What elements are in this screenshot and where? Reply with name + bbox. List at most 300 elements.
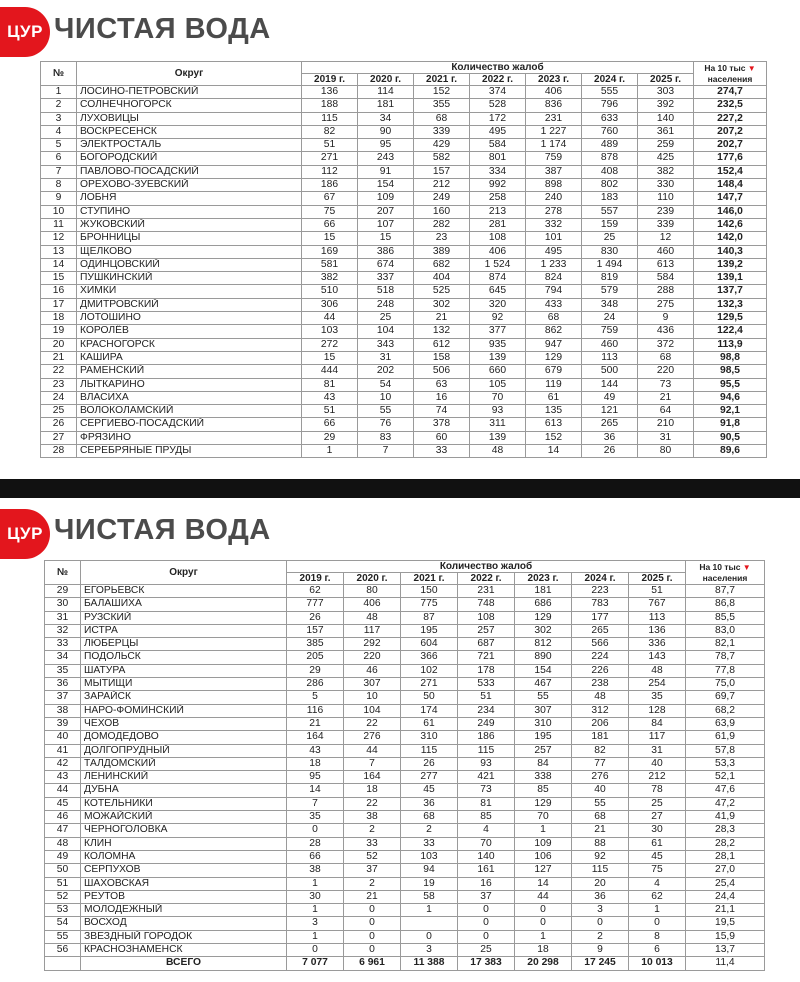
table-row: [41, 112, 767, 125]
triangle-down-icon: ▼: [740, 563, 751, 572]
cell-num: 51: [45, 877, 81, 890]
cell-year: 6: [629, 944, 686, 957]
cell-year: 223: [572, 585, 629, 598]
cell-rate: 77,8: [686, 664, 765, 677]
cell-district: ЛУХОВИЦЫ: [77, 112, 302, 125]
cell-year: 581: [302, 258, 358, 271]
cell-year: 231: [526, 112, 582, 125]
cell-district: КОРОЛЁВ: [77, 325, 302, 338]
cell-num: 49: [45, 850, 81, 863]
cell-district: ТАЛДОМСКИЙ: [81, 757, 287, 770]
cell-year: 679: [526, 365, 582, 378]
cell-num: 24: [41, 391, 77, 404]
cell-year: 30: [287, 890, 344, 903]
cell-year: 489: [582, 139, 638, 152]
cell-district: СЕРГИЕВО-ПОСАДСКИЙ: [77, 418, 302, 431]
cell-year: 19: [401, 877, 458, 890]
cell-rate: 52,1: [686, 771, 765, 784]
cell-year: 303: [638, 86, 694, 99]
cell-year: 58: [401, 890, 458, 903]
cell-year: 2: [344, 824, 401, 837]
cell-year: 1: [629, 904, 686, 917]
table-row: [41, 378, 767, 391]
cell-year: 9: [638, 312, 694, 325]
cell-year: 721: [458, 651, 515, 664]
cell-year: 66: [302, 218, 358, 231]
cell-year: 674: [358, 258, 414, 271]
cell-year: 382: [302, 272, 358, 285]
cell-district: ЧЕРНОГОЛОВКА: [81, 824, 287, 837]
cell-year: 292: [344, 638, 401, 651]
cell-year: 0: [458, 904, 515, 917]
table-row: [45, 611, 765, 624]
cell-year: 276: [572, 771, 629, 784]
cell-year: 240: [526, 192, 582, 205]
cell-year: 460: [582, 338, 638, 351]
cell-year: 783: [572, 598, 629, 611]
column-header-year: 2024 г.: [582, 74, 638, 86]
cell-year: 613: [638, 258, 694, 271]
cell-year: 1: [515, 930, 572, 943]
cell-year: 61: [629, 837, 686, 850]
cell-num: 9: [41, 192, 77, 205]
cell-year: 3: [287, 917, 344, 930]
cell-num: 26: [41, 418, 77, 431]
cell-year: 158: [414, 351, 470, 364]
cell-district: ФРЯЗИНО: [77, 431, 302, 444]
cell-rate: 148,4: [694, 179, 767, 192]
cell-year: 22: [344, 717, 401, 730]
cell-rate: 85,5: [686, 611, 765, 624]
table-row: [45, 837, 765, 850]
cell-year: 645: [470, 285, 526, 298]
cell-year: 212: [414, 179, 470, 192]
cell-year: 55: [358, 405, 414, 418]
cell-year: 306: [302, 298, 358, 311]
cell-year: 50: [401, 691, 458, 704]
cell-year: 275: [638, 298, 694, 311]
cell-year: 406: [344, 598, 401, 611]
cell-year: 92: [572, 850, 629, 863]
cell-year: 164: [344, 771, 401, 784]
column-header-year: 2023 г.: [526, 74, 582, 86]
cell-rate: 63,9: [686, 717, 765, 730]
cell-year: 101: [526, 232, 582, 245]
cell-year: 748: [458, 598, 515, 611]
cell-year: 105: [470, 378, 526, 391]
cell-year: 82: [302, 125, 358, 138]
cell-district: ПАВЛОВО-ПОСАДСКИЙ: [77, 165, 302, 178]
cell-district: ВОСКРЕСЕНСК: [77, 125, 302, 138]
cell-year: 1 233: [526, 258, 582, 271]
column-header-year: 2021 г.: [401, 573, 458, 585]
cell-year: 525: [414, 285, 470, 298]
cell-num: 28: [41, 445, 77, 458]
table-row: [41, 391, 767, 404]
table-row: [45, 824, 765, 837]
cell-year: 767: [629, 598, 686, 611]
complaints-panel-top: [0, 0, 800, 470]
cell-year: 73: [638, 378, 694, 391]
cell-rate: 139,2: [694, 258, 767, 271]
cell-year: 24: [582, 312, 638, 325]
brand-logo: [0, 509, 50, 559]
table-row: [41, 272, 767, 285]
cell-year: 1 494: [582, 258, 638, 271]
cell-year: 14: [526, 445, 582, 458]
cell-year: 152: [414, 86, 470, 99]
cell-year: 64: [638, 405, 694, 418]
cell-num: 20: [41, 338, 77, 351]
cell-num: 25: [41, 405, 77, 418]
cell-num: 45: [45, 797, 81, 810]
cell-year: 80: [344, 585, 401, 598]
table-row: [41, 245, 767, 258]
cell-year: 307: [515, 704, 572, 717]
cell-year: 348: [582, 298, 638, 311]
cell-num: 46: [45, 811, 81, 824]
cell-year: 84: [629, 717, 686, 730]
cell-year: 16: [414, 391, 470, 404]
cell-year: 436: [638, 325, 694, 338]
cell-year: 25: [358, 312, 414, 325]
cell-num: 33: [45, 638, 81, 651]
cell-year: 271: [401, 678, 458, 691]
cell-rate: 207,2: [694, 125, 767, 138]
brand-logo: [0, 7, 50, 57]
cell-year: 43: [302, 391, 358, 404]
cell-year: 68: [638, 351, 694, 364]
cell-year: 372: [638, 338, 694, 351]
table-row: [45, 624, 765, 637]
column-header-complaints: Количество жалоб: [302, 62, 694, 74]
cell-year: 429: [414, 139, 470, 152]
table-row: [45, 678, 765, 691]
cell-year: 775: [401, 598, 458, 611]
table-row: [45, 784, 765, 797]
cell-year: 687: [458, 638, 515, 651]
cell-year: 0: [629, 917, 686, 930]
cell-district: КРАСНОГОРСК: [77, 338, 302, 351]
cell-year: 40: [572, 784, 629, 797]
cell-year: 874: [470, 272, 526, 285]
cell-year: 271: [302, 152, 358, 165]
table-row: [41, 152, 767, 165]
separator-band: [0, 479, 800, 498]
table-row: [41, 445, 767, 458]
cell-year: 7: [287, 797, 344, 810]
cell-rate: 95,5: [694, 378, 767, 391]
cell-year: 0: [344, 944, 401, 957]
cell-year: 10: [344, 691, 401, 704]
cell-year: 108: [470, 232, 526, 245]
cell-year: 38: [344, 811, 401, 824]
cell-year: 117: [344, 624, 401, 637]
cell-year: 92: [470, 312, 526, 325]
cell-year: 830: [582, 245, 638, 258]
rate-header-line1: На 10 тыс: [704, 63, 746, 73]
cell-district: ШАХОВСКАЯ: [81, 877, 287, 890]
table-row: [41, 285, 767, 298]
cell-num: 53: [45, 904, 81, 917]
cell-year: 52: [344, 850, 401, 863]
cell-rate: 142,6: [694, 218, 767, 231]
cell-year: 3: [572, 904, 629, 917]
table-row: [41, 351, 767, 364]
cell-year: 254: [629, 678, 686, 691]
cell-num: 1: [41, 86, 77, 99]
cell-year: 276: [344, 731, 401, 744]
cell-year: 25: [458, 944, 515, 957]
cell-district: БОГОРОДСКИЙ: [77, 152, 302, 165]
cell-district: ОДИНЦОВСКИЙ: [77, 258, 302, 271]
cell-year: 312: [572, 704, 629, 717]
cell-year: 27: [629, 811, 686, 824]
cell-year: 302: [414, 298, 470, 311]
cell-num: 22: [41, 365, 77, 378]
cell-year: 103: [401, 850, 458, 863]
cell-year: 220: [344, 651, 401, 664]
cell-district: ЭЛЕКТРОСТАЛЬ: [77, 139, 302, 152]
cell-year: 37: [344, 864, 401, 877]
cell-year: 181: [572, 731, 629, 744]
cell-year: 157: [287, 624, 344, 637]
cell-year: 206: [572, 717, 629, 730]
cell-year: 281: [470, 218, 526, 231]
cell-num: 6: [41, 152, 77, 165]
cell-year: 186: [302, 179, 358, 192]
cell-year: 169: [302, 245, 358, 258]
table-row: [41, 312, 767, 325]
cell-district: ПОДОЛЬСК: [81, 651, 287, 664]
cell-year: 11 388: [401, 957, 458, 970]
cell-year: 81: [302, 378, 358, 391]
cell-year: 0: [287, 944, 344, 957]
cell-rate: 82,1: [686, 638, 765, 651]
cell-year: 385: [287, 638, 344, 651]
table-row: [45, 638, 765, 651]
cell-district: СЕРПУХОВ: [81, 864, 287, 877]
cell-year: 836: [526, 99, 582, 112]
cell-rate: 27,0: [686, 864, 765, 877]
cell-year: 7: [344, 757, 401, 770]
cell-year: 181: [358, 99, 414, 112]
cell-rate: 87,7: [686, 585, 765, 598]
cell-year: 406: [526, 86, 582, 99]
cell-year: 0: [515, 904, 572, 917]
cell-year: 408: [582, 165, 638, 178]
cell-year: 121: [582, 405, 638, 418]
rate-header-line2: населения: [702, 573, 748, 583]
cell-year: 243: [358, 152, 414, 165]
table-row: [45, 811, 765, 824]
cell-num: 10: [41, 205, 77, 218]
cell-year: 110: [638, 192, 694, 205]
cell-year: 51: [302, 405, 358, 418]
cell-year: 202: [358, 365, 414, 378]
cell-year: 467: [515, 678, 572, 691]
cell-num: 11: [41, 218, 77, 231]
cell-year: 183: [582, 192, 638, 205]
cell-year: 139: [470, 351, 526, 364]
cell-district: ХИМКИ: [77, 285, 302, 298]
cell-year: 935: [470, 338, 526, 351]
cell-year: 898: [526, 179, 582, 192]
cell-year: 150: [401, 585, 458, 598]
cell-year: 21: [414, 312, 470, 325]
cell-year: 660: [470, 365, 526, 378]
cell-year: 404: [414, 272, 470, 285]
cell-district: ЕГОРЬЕВСК: [81, 585, 287, 598]
cell-year: 604: [401, 638, 458, 651]
cell-rate: 21,1: [686, 904, 765, 917]
cell-year: 113: [582, 351, 638, 364]
cell-district: РЕУТОВ: [81, 890, 287, 903]
cell-year: 140: [638, 112, 694, 125]
cell-num: 56: [45, 944, 81, 957]
column-header-year: 2019 г.: [302, 74, 358, 86]
cell-year: 249: [414, 192, 470, 205]
cell-year: 862: [526, 325, 582, 338]
cell-year: 16: [458, 877, 515, 890]
cell-year: 777: [287, 598, 344, 611]
cell-year: 36: [572, 890, 629, 903]
cell-year: 178: [458, 664, 515, 677]
cell-year: 136: [629, 624, 686, 637]
cell-year: 361: [638, 125, 694, 138]
cell-year: 0: [344, 917, 401, 930]
table-row: [45, 850, 765, 863]
cell-year: 288: [638, 285, 694, 298]
cell-num: 38: [45, 704, 81, 717]
cell-rate: 177,6: [694, 152, 767, 165]
cell-num: 17: [41, 298, 77, 311]
cell-year: 113: [629, 611, 686, 624]
cell-year: 83: [358, 431, 414, 444]
table-row: [41, 125, 767, 138]
table-row: [45, 585, 765, 598]
cell-year: 188: [302, 99, 358, 112]
table-row: [41, 192, 767, 205]
cell-rate: 83,0: [686, 624, 765, 637]
cell-year: 21: [638, 391, 694, 404]
cell-year: 43: [287, 744, 344, 757]
cell-year: 136: [302, 86, 358, 99]
cell-year: 15: [302, 232, 358, 245]
cell-year: 307: [344, 678, 401, 691]
cell-year: 129: [515, 611, 572, 624]
cell-year: 1: [515, 824, 572, 837]
cell-year: 129: [526, 351, 582, 364]
cell-year: 46: [344, 664, 401, 677]
cell-year: 226: [572, 664, 629, 677]
cell-district: МОЖАЙСКИЙ: [81, 811, 287, 824]
column-header-num: №: [45, 561, 81, 585]
cell-num: 8: [41, 179, 77, 192]
cell-year: 259: [638, 139, 694, 152]
cell-year: 278: [526, 205, 582, 218]
cell-year: 48: [470, 445, 526, 458]
cell-year: 1: [287, 930, 344, 943]
cell-year: 21: [287, 717, 344, 730]
cell-year: 109: [515, 837, 572, 850]
table-row: [41, 338, 767, 351]
header-row: [41, 62, 767, 74]
table-row: [45, 917, 765, 930]
cell-year: 172: [470, 112, 526, 125]
cell-year: 68: [526, 312, 582, 325]
cell-year: 55: [572, 797, 629, 810]
cell-year: 249: [458, 717, 515, 730]
cell-year: 310: [401, 731, 458, 744]
cell-rate: 13,7: [686, 944, 765, 957]
cell-year: 320: [470, 298, 526, 311]
cell-year: 947: [526, 338, 582, 351]
cell-num: 4: [41, 125, 77, 138]
cell-year: 49: [582, 391, 638, 404]
cell-num: 50: [45, 864, 81, 877]
cell-year: 87: [401, 611, 458, 624]
cell-year: 213: [470, 205, 526, 218]
cell-district: КРАСНОЗНАМЕНСК: [81, 944, 287, 957]
cell-district: ОРЕХОВО-ЗУЕВСКИЙ: [77, 179, 302, 192]
cell-district: МЫТИЩИ: [81, 678, 287, 691]
table-row: [41, 431, 767, 444]
cell-num: 2: [41, 99, 77, 112]
cell-year: 802: [582, 179, 638, 192]
cell-year: 330: [638, 179, 694, 192]
cell-year: 15: [302, 351, 358, 364]
cell-rate: 75,0: [686, 678, 765, 691]
table-row: [45, 598, 765, 611]
cell-district: ЗАРАЙСК: [81, 691, 287, 704]
cell-num: 18: [41, 312, 77, 325]
cell-year: 95: [287, 771, 344, 784]
cell-year: 0: [287, 824, 344, 837]
cell-year: 77: [572, 757, 629, 770]
cell-year: 633: [582, 112, 638, 125]
cell-year: 88: [572, 837, 629, 850]
cell-year: 18: [287, 757, 344, 770]
cell-year: 824: [526, 272, 582, 285]
cell-year: 4: [458, 824, 515, 837]
cell-year: 78: [629, 784, 686, 797]
cell-year: 132: [414, 325, 470, 338]
cell-num: 36: [45, 678, 81, 691]
cell-rate: 94,6: [694, 391, 767, 404]
cell-year: 338: [515, 771, 572, 784]
cell-rate: 28,2: [686, 837, 765, 850]
column-header-year: 2020 г.: [358, 74, 414, 86]
cell-year: 0: [344, 930, 401, 943]
cell-year: 20: [572, 877, 629, 890]
cell-num: 16: [41, 285, 77, 298]
cell-year: 210: [638, 418, 694, 431]
cell-year: 177: [572, 611, 629, 624]
cell-rate: 202,7: [694, 139, 767, 152]
cell-year: 116: [287, 704, 344, 717]
cell-year: 339: [638, 218, 694, 231]
cell-year: 68: [401, 811, 458, 824]
cell-year: 154: [515, 664, 572, 677]
cell-year: 44: [302, 312, 358, 325]
table-row: [41, 232, 767, 245]
column-header-num: №: [41, 62, 77, 86]
cell-year: 109: [358, 192, 414, 205]
cell-district: ЧЕХОВ: [81, 717, 287, 730]
cell-year: 760: [582, 125, 638, 138]
cell-year: 0: [572, 917, 629, 930]
